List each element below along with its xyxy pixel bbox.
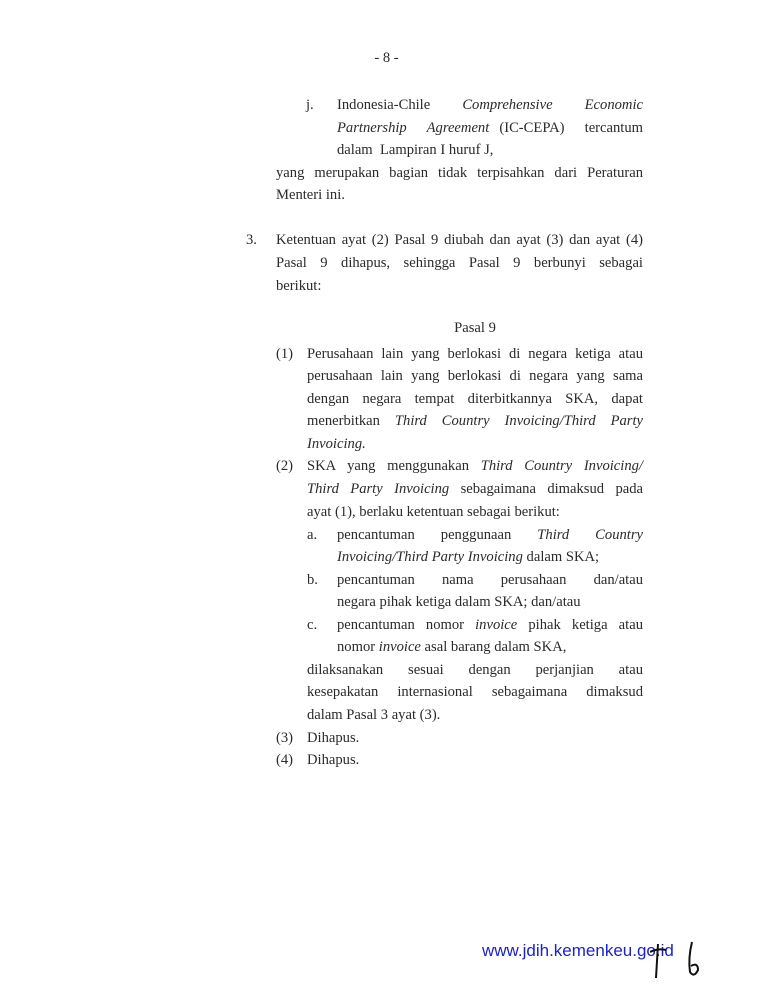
text-segment: pencantuman nomor xyxy=(337,617,476,633)
italic-text: Invoicing. xyxy=(307,436,366,452)
text-line xyxy=(307,411,643,431)
text-segment: sebagaimana dimaksud pada xyxy=(449,481,644,497)
item-label: 3. xyxy=(246,232,257,248)
text-segment: pihak ketiga atau xyxy=(517,617,643,633)
item-label: (1) xyxy=(276,346,294,362)
text-line xyxy=(337,547,599,567)
pasal-heading: Pasal 9 xyxy=(454,320,496,336)
text-line xyxy=(307,389,643,409)
text-segment: Dihapus. xyxy=(307,730,360,746)
text-segment: Menteri ini. xyxy=(276,187,345,203)
text-segment: Ketentuan ayat (2) Pasal 9 diubah dan ayat (3) dan ayat (4) xyxy=(276,232,643,248)
text-line xyxy=(276,185,345,205)
text-line xyxy=(276,253,643,273)
italic-text: Third Party Invoicing xyxy=(307,481,450,497)
item-label: b. xyxy=(307,572,318,588)
item-label: j. xyxy=(306,97,314,113)
text-segment: dalam Lampiran I huruf J, xyxy=(337,142,494,158)
text-line xyxy=(276,230,643,250)
text-segment: kesepakatan internasional sebagaimana dimaksud xyxy=(307,684,643,700)
text-line xyxy=(307,366,643,386)
text-segment: negara pihak ketiga dalam SKA; dan/atau xyxy=(337,594,581,610)
italic-text: Comprehensive Economic xyxy=(462,97,643,113)
text-line xyxy=(307,434,366,454)
text-line xyxy=(337,592,581,612)
text-line xyxy=(337,570,643,590)
item-label: a. xyxy=(307,527,318,543)
text-segment: asal barang dalam SKA, xyxy=(420,639,567,655)
text-line xyxy=(337,140,493,160)
text-line xyxy=(307,750,359,770)
text-line xyxy=(307,479,643,499)
text-segment: (IC-CEPA) tercantum xyxy=(489,120,643,136)
italic-text: Third Country Invoicing/Third Party xyxy=(394,413,643,429)
text-segment: Dihapus. xyxy=(307,752,360,768)
text-segment: pencantuman penggunaan xyxy=(337,527,538,543)
text-line xyxy=(337,615,643,635)
text-segment: SKA yang menggunakan xyxy=(307,458,481,474)
footer-website-link[interactable]: www.jdih.kemenkeu.go.id xyxy=(482,941,674,960)
item-label: (4) xyxy=(276,752,294,768)
text-line xyxy=(276,276,321,296)
italic-text: invoice xyxy=(378,639,421,655)
text-line xyxy=(307,705,440,725)
text-line xyxy=(307,344,643,364)
text-segment: perusahaan lain yang berlokasi di negara yang sama xyxy=(307,368,643,384)
text-segment: Perusahaan lain yang berlokasi di negara ketiga atau xyxy=(307,346,643,362)
text-segment: ayat (1), berlaku ketentuan sebagai berikut: xyxy=(307,504,560,520)
text-segment: dalam SKA; xyxy=(522,549,600,565)
text-segment: dalam Pasal 3 ayat (3). xyxy=(307,707,441,723)
text-segment: nomor xyxy=(337,639,379,655)
text-segment: menerbitkan xyxy=(307,413,395,429)
text-line xyxy=(307,682,643,702)
item-label: (2) xyxy=(276,458,294,474)
text-line xyxy=(337,637,566,657)
text-line xyxy=(337,118,643,138)
item-label: (3) xyxy=(276,730,294,746)
italic-text: Partnership Agreement xyxy=(337,120,490,136)
page-number: - 8 - xyxy=(374,50,399,66)
italic-text: invoice xyxy=(475,617,518,633)
italic-text: Third Country Invoicing/ xyxy=(480,458,643,474)
text-line xyxy=(307,456,643,476)
text-line xyxy=(307,728,359,748)
text-line xyxy=(337,95,643,115)
text-line xyxy=(307,502,560,522)
text-segment: yang merupakan bagian tidak terpisahkan dari Peraturan xyxy=(276,165,643,181)
item-label: c. xyxy=(307,617,318,633)
text-segment: Indonesia-Chile xyxy=(337,97,463,113)
italic-text: Third Country xyxy=(537,527,644,543)
text-segment: Pasal 9 dihapus, sehingga Pasal 9 berbunyi sebagai xyxy=(276,255,643,271)
italic-text: Invoicing/Third Party Invoicing xyxy=(337,549,523,565)
text-segment: dengan negara tempat diterbitkannya SKA, dapat xyxy=(307,391,643,407)
handwritten-initials xyxy=(650,938,710,983)
text-segment: berikut: xyxy=(276,278,322,294)
text-segment: dilaksanakan sesuai dengan perjanjian atau xyxy=(307,662,643,678)
text-segment: pencantuman nama perusahaan dan/atau xyxy=(337,572,643,588)
text-line xyxy=(337,525,643,545)
text-line xyxy=(276,163,643,183)
text-line xyxy=(307,660,643,680)
